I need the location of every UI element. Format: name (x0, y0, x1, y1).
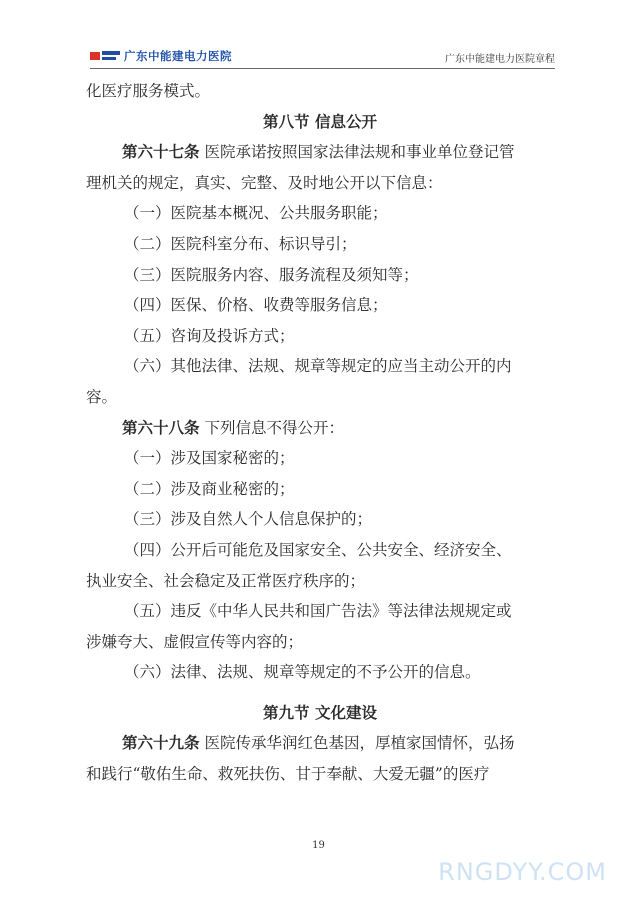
article-69 (86, 728, 554, 759)
list-item: （五）违反《中华人民共和国广告法》等法律法规规定或 (124, 602, 512, 621)
list-item: （三）涉及自然人个人信息保护的； (124, 510, 373, 529)
page-number: 19 (312, 840, 325, 851)
list-item: （二）医院科室分布、标识导引； (124, 234, 357, 253)
section-9-title: 第九节 文化建设 (263, 703, 377, 722)
article-68 (86, 413, 554, 444)
list-item: （三）医院服务内容、服务流程及须知等； (124, 265, 419, 284)
list-item: （二）涉及商业秘密的； (124, 479, 295, 498)
list-item: （六）法律、法规、规章等规定的不予公开的信息。 (124, 663, 481, 682)
article-67-continuation: 理机关的规定，真实、完整、及时地公开以下信息： (86, 173, 443, 192)
list-item-continuation: 涉嫌夸大、虚假宣传等内容的； (86, 632, 304, 651)
logo-mark-icon (90, 50, 120, 62)
article-67-text: 医院承诺按照国家法律法规和事业单位登记管 (199, 143, 515, 162)
article-69-text: 医院传承华润红色基因，厚植家国情怀，弘扬 (199, 734, 515, 753)
list-item: （五）咨询及投诉方式； (124, 326, 295, 345)
list-item: （四）医保、价格、收费等服务信息； (124, 296, 388, 315)
section-8-title: 第八节 信息公开 (263, 112, 377, 131)
article-69-continuation: 和践行“敬佑生命、救死扶伤、甘于奉献、大爱无疆”的医疗 (86, 765, 490, 784)
article-67-label: 第六十七条 (122, 143, 200, 162)
list-item: （四）公开后可能危及国家安全、公共安全、经济安全、 (124, 540, 512, 559)
list-item-continuation: 执业安全、社会稳定及正常医疗秩序的； (86, 571, 366, 590)
article-69-label: 第六十九条 (122, 734, 200, 753)
list-item-continuation: 容。 (86, 387, 118, 406)
article-68-text: 下列信息不得公开： (199, 418, 344, 437)
document-title: 广东中能建电力医院章程 (445, 54, 555, 65)
page-header (90, 44, 555, 69)
page-body (86, 76, 554, 790)
list-item: （一）涉及国家秘密的； (124, 449, 295, 468)
watermark-text: RNGDYY.COM (438, 858, 607, 886)
hospital-logo (90, 48, 232, 64)
list-item: （六）其他法律、法规、规章等规定的应当主动公开的内 (124, 357, 512, 376)
article-67 (86, 137, 554, 168)
list-item: （一）医院基本概况、公共服务职能； (124, 204, 388, 223)
logo-text: 广东中能建电力医院 (124, 49, 232, 63)
continuation-text: 化医疗服务模式。 (86, 82, 211, 100)
article-68-label: 第六十八条 (122, 418, 200, 437)
